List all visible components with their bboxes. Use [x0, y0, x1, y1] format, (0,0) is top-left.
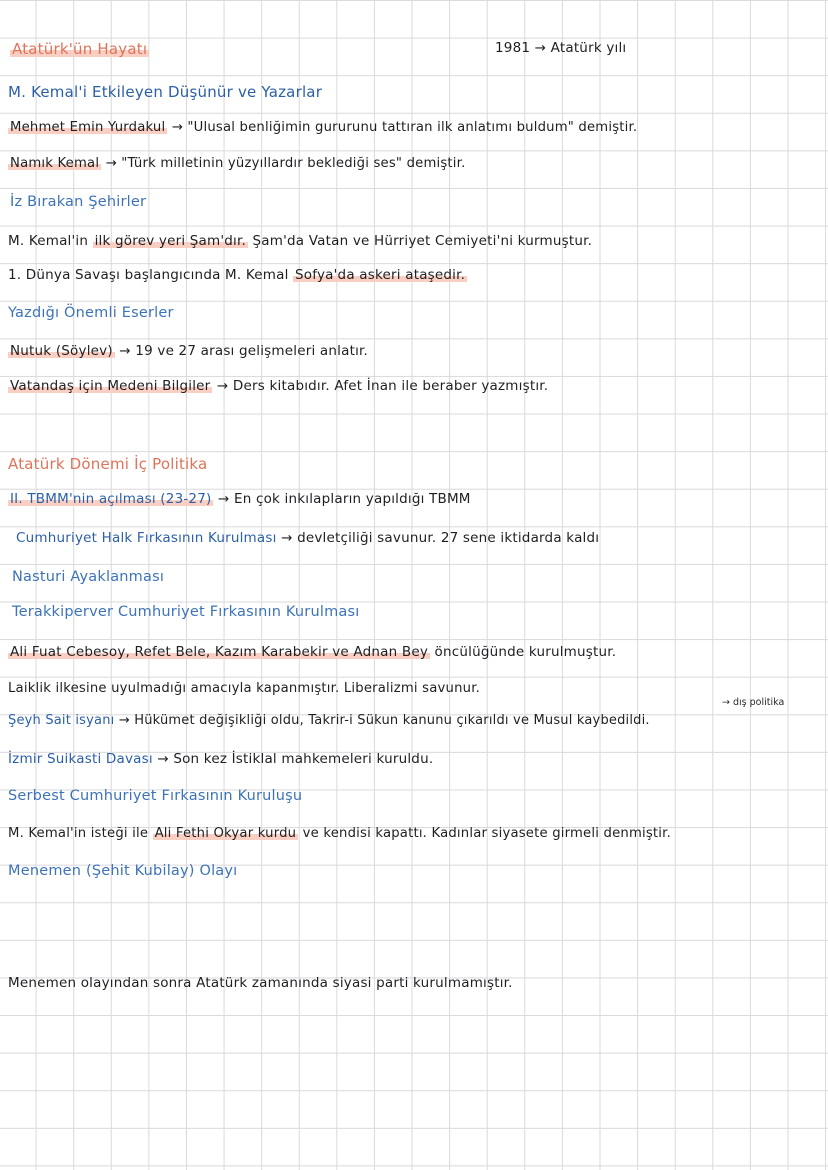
cities-line-2	[8, 267, 467, 283]
scf-heading: Serbest Cumhuriyet Fırkasının Kuruluşu	[8, 788, 303, 804]
tbmm-desc: → En çok inkılapların yapıldığı TBMM	[213, 491, 471, 507]
works-medeni-bilgiler-desc: → Ders kitabıdır. Afet İnan ile beraber yazmıştır.	[212, 378, 549, 394]
year-note: 1981 → Atatürk yılı	[495, 40, 627, 56]
section-heading-influences-text: M. Kemal'i Etkileyen Düşünür ve Yazarlar	[8, 83, 323, 101]
influence-name-1: Mehmet Emin Yurdakul	[10, 120, 166, 135]
izmir-desc: → Son kez İstiklal mahkemeleri kuruldu.	[152, 751, 434, 767]
scf-hl: Ali Fethi Okyar kurdu	[154, 826, 297, 841]
tcf-line-1	[8, 644, 616, 660]
seyh-sait-desc: → Hükümet değişikliği oldu, Takrir-i Sükun kanunu çıkarıldı ve Musul kaybedildi.	[114, 713, 650, 728]
seyh-sait-line	[8, 713, 650, 728]
tcf-founders: Ali Fuat Cebesoy, Refet Bele, Kazım Karabekir ve Adnan Bey	[10, 644, 429, 660]
menemen-heading: Menemen (Şehit Kubilay) Olayı	[8, 863, 238, 879]
works-line-1	[8, 343, 368, 359]
works-nutuk-desc: → 19 ve 27 arası gelişmeleri anlatır.	[114, 343, 369, 359]
page-title	[10, 40, 149, 58]
chp-desc: → devletçiliği savunur. 27 sene iktidarda kaldı	[276, 530, 600, 546]
section-heading-works: Yazdığı Önemli Eserler	[8, 305, 174, 321]
cities-line-1	[8, 233, 592, 249]
cities-line-1-hl: ilk görev yeri Şam'dır.	[94, 233, 247, 249]
cities-line-1-post: Şam'da Vatan ve Hürriyet Cemiyeti'ni kurmuştur.	[248, 233, 593, 249]
izmir-line	[8, 751, 433, 767]
tbmm-line	[8, 491, 471, 507]
menemen-note: Menemen olayından sonra Atatürk zamanında siyasi parti kurulmamıştır.	[8, 975, 513, 991]
tbmm-heading: II. TBMM'nin açılması (23-27)	[10, 491, 212, 507]
cities-line-1-pre: M. Kemal'in	[8, 233, 93, 249]
seyh-sait-note: → dış politika	[722, 697, 785, 708]
influence-name-2: Namık Kemal	[10, 156, 100, 171]
section-heading-influences	[8, 83, 322, 101]
works-line-2	[8, 378, 548, 394]
scf-post: ve kendisi kapattı. Kadınlar siyasete girmeli denmiştir.	[298, 826, 671, 841]
izmir-heading: İzmir Suikasti Davası	[8, 751, 153, 767]
seyh-sait-heading: Şeyh Sait isyanı	[8, 713, 115, 728]
tcf-founders-post: öncülüğünde kurulmuştur.	[430, 644, 617, 660]
tcf-line-2: Laiklik ilkesine uyulmadığı amacıyla kapanmıştır. Liberalizmi savunur.	[8, 681, 481, 696]
cities-line-2-pre: 1. Dünya Savaşı başlangıcında M. Kemal	[8, 267, 294, 283]
works-medeni-bilgiler: Vatandaş için Medeni Bilgiler	[10, 378, 211, 394]
cities-line-2-hl: Sofya'da askeri ataşedir.	[295, 267, 466, 283]
chp-line	[16, 530, 599, 546]
nasturi-heading: Nasturi Ayaklanması	[12, 569, 165, 585]
influence-line-2	[8, 156, 465, 171]
scf-line	[8, 826, 671, 841]
influence-line-1	[8, 120, 637, 135]
influence-quote-2: → "Türk milletinin yüzyıllardır beklediği ses" demiştir.	[101, 156, 466, 171]
scf-pre: M. Kemal'in isteği ile	[8, 826, 153, 841]
works-nutuk: Nutuk (Söylev)	[10, 343, 113, 359]
influence-quote-1: → "Ulusal benliğimin gururunu tattıran ilk anlatımı buldum" demiştir.	[167, 120, 638, 135]
section-heading-cities: İz Bırakan Şehirler	[10, 194, 147, 210]
tcf-heading: Terakkiperver Cumhuriyet Fırkasının Kurulması	[12, 604, 360, 620]
page-title-text: Atatürk'ün Hayatı	[12, 40, 148, 58]
chp-heading: Cumhuriyet Halk Fırkasının Kurulması	[16, 530, 277, 546]
section-heading-politics: Atatürk Dönemi İç Politika	[8, 455, 208, 473]
